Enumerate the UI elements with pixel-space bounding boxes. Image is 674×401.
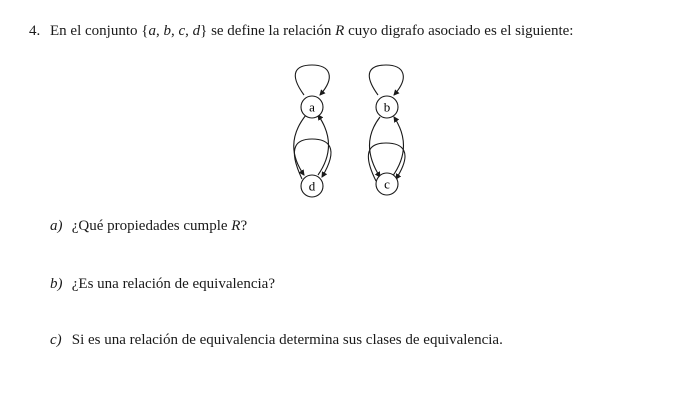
- problem-text-end: cuyo digrafo asociado es el siguiente:: [348, 23, 574, 39]
- set-element-d: d: [192, 23, 201, 39]
- question-b-text: ¿Es una relación de equivalencia?: [71, 276, 275, 292]
- edge-a-d: [294, 115, 306, 175]
- set-open-brace: {: [141, 23, 149, 39]
- set-separator: ,: [170, 23, 179, 39]
- question-c-text: Si es una relación de equivalencia determina sus clases de equivalencia.: [71, 332, 503, 348]
- question-b: [50, 274, 275, 294]
- node-d: [301, 175, 323, 197]
- node-a: [301, 96, 323, 118]
- set-element-c: c: [178, 23, 186, 39]
- set-separator: ,: [185, 23, 193, 39]
- node-d-label: d: [308, 178, 316, 194]
- problem-statement: [29, 21, 659, 41]
- set-separator: ,: [155, 23, 164, 39]
- set-element-a: a: [148, 23, 156, 39]
- problem-number: 4.: [29, 23, 41, 39]
- question-a: [50, 216, 247, 236]
- node-c: [376, 173, 398, 195]
- edge-b-b: [369, 65, 403, 95]
- relation-symbol: R: [335, 23, 345, 39]
- question-a-label: a): [50, 218, 63, 234]
- node-a-label: a: [309, 99, 315, 115]
- node-b: [376, 96, 398, 118]
- node-c-label: c: [384, 176, 390, 192]
- set-close-brace: }: [200, 23, 208, 39]
- question-a-end: ?: [240, 218, 248, 234]
- edge-a-a: [295, 65, 329, 95]
- question-b-label: b): [50, 276, 63, 292]
- question-a-text: ¿Qué propiedades cumple: [71, 218, 228, 234]
- question-c: [50, 330, 503, 350]
- problem-text-middle: se define la relación: [211, 23, 332, 39]
- edge-d-d: [294, 139, 331, 179]
- problem-text-intro: En el conjunto: [50, 23, 138, 39]
- relation-digraph: [260, 55, 430, 205]
- node-b-label: b: [383, 99, 391, 115]
- edge-d-a: [318, 115, 329, 175]
- set-notation: [141, 23, 211, 39]
- set-element-b: b: [163, 23, 171, 39]
- question-c-label: c): [50, 332, 62, 348]
- question-a-relation: R: [231, 218, 241, 234]
